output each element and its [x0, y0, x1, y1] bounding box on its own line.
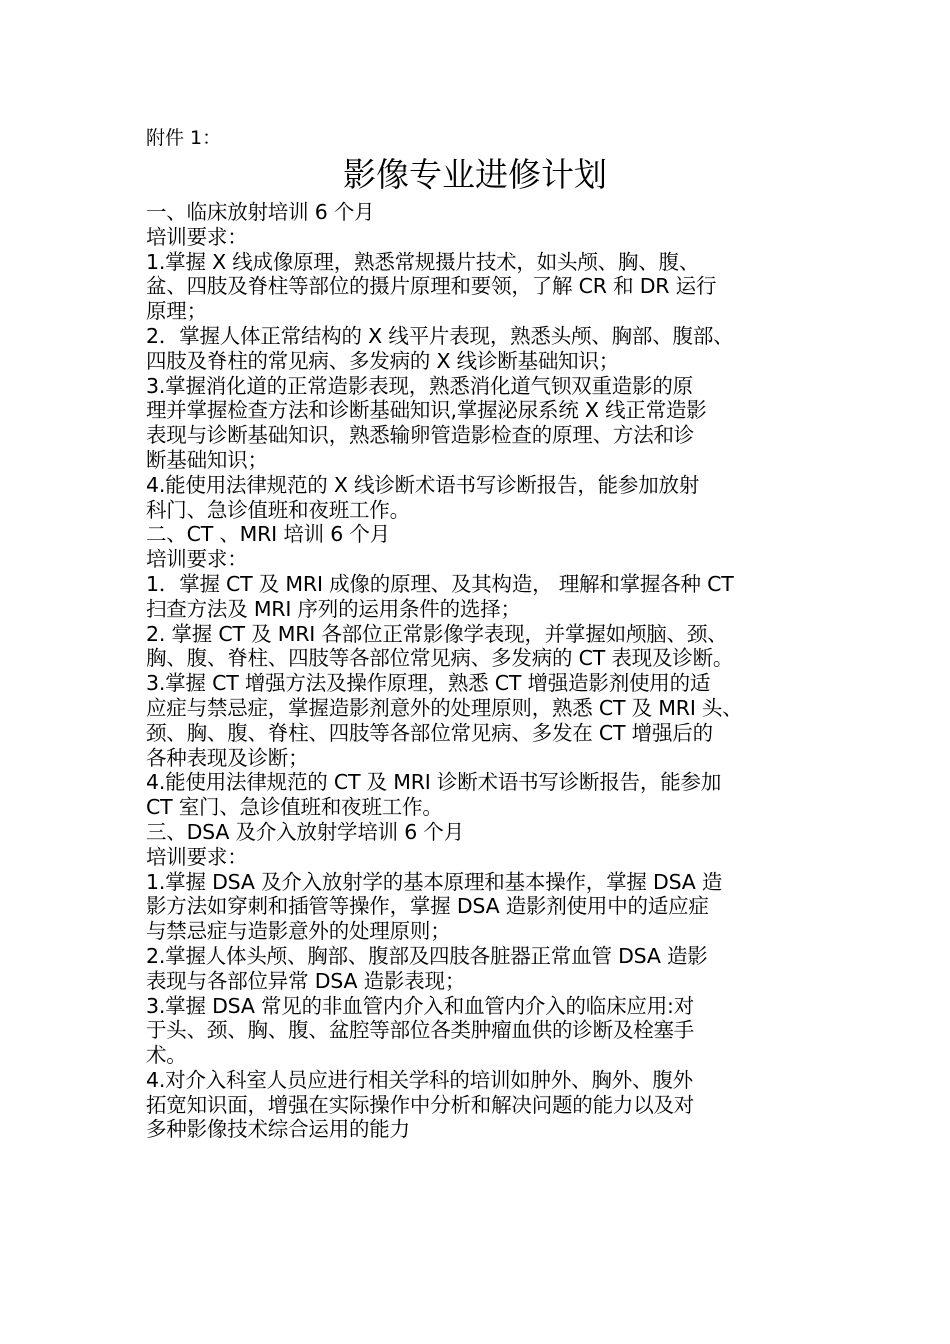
section-heading: 三、DSA 及介入放射学培训 6 个月 — [146, 819, 464, 844]
requirement-item — [146, 374, 826, 473]
text-line: 4.对介入科室人员应进行相关学科的培训如肿外、胸外、腹外 — [146, 1067, 693, 1092]
requirements-label: 培训要求： — [146, 844, 248, 869]
requirement-item — [146, 622, 826, 672]
text-line: 四肢及脊柱的常见病、多发病的 X 线诊断基础知识； — [146, 348, 620, 373]
text-line: 表现与诊断基础知识，熟悉输卵管造影检查的原理、方法和诊 — [146, 423, 695, 448]
text-line: 4.能使用法律规范的 CT 及 MRI 诊断术语书写诊断报告，能参加 — [146, 770, 722, 795]
text-line: 科门、急诊值班和夜班工作。 — [146, 497, 410, 522]
requirement-item — [146, 870, 826, 944]
text-line: 2.掌握人体头颅、胸部、腹部及四肢各脏器正常血管 DSA 造影 — [146, 943, 708, 968]
requirement-item — [146, 572, 826, 622]
section-clinical-radiology — [146, 200, 826, 522]
text-line: 表现与各部位异常 DSA 造影表现； — [146, 968, 466, 993]
section-ct-mri — [146, 522, 826, 820]
section-heading: 一、临床放射培训 6 个月 — [146, 200, 375, 224]
text-line: 1．掌握 CT 及 MRI 成像的原理、及其构造， 理解和掌握各种 CT — [146, 571, 734, 596]
text-line: 颈、胸、腹、脊柱、四肢等各部位常见病、多发在 CT 增强后的 — [146, 720, 713, 745]
text-line: 2. 掌握 CT 及 MRI 各部位正常影像学表现，并掌握如颅脑、颈、 — [146, 621, 728, 646]
requirement-item — [146, 944, 826, 994]
text-line: 多种影像技术综合运用的能力 — [146, 1117, 410, 1142]
text-line: 拓宽知识面，增强在实际操作中分析和解决问题的能力以及对 — [146, 1092, 695, 1117]
requirement-item — [146, 473, 826, 523]
text-line: 扫查方法及 MRI 序列的运用条件的选择； — [146, 596, 521, 621]
text-line: 理并掌握检查方法和诊断基础知识,掌握泌尿系统 X 线正常造影 — [146, 398, 707, 423]
text-line: CT 室门、急诊值班和夜班工作。 — [146, 795, 443, 820]
section-dsa-interventional — [146, 820, 826, 1142]
text-line: 3.掌握 DSA 常见的非血管内介入和血管内介入的临床应用:对 — [146, 993, 694, 1018]
requirement-item — [146, 994, 826, 1068]
requirements-label: 培训要求： — [146, 547, 248, 572]
text-line: 盆、四肢及脊柱等部位的摄片原理和要领，了解 CR 和 DR 运行 — [146, 274, 717, 299]
requirement-item — [146, 324, 826, 374]
requirement-item — [146, 250, 826, 324]
text-line: 4.能使用法律规范的 X 线诊断术语书写诊断报告，能参加放射 — [146, 472, 700, 497]
text-line: 1.掌握 X 线成像原理，熟悉常规摄片技术，如头颅、胸、腹、 — [146, 249, 700, 274]
text-line: 1.掌握 DSA 及介入放射学的基本原理和基本操作，掌握 DSA 造 — [146, 869, 723, 894]
text-line: 影方法如穿刺和插管等操作，掌握 DSA 造影剂使用中的适应症 — [146, 894, 709, 919]
requirement-item — [146, 770, 826, 820]
requirement-item — [146, 1068, 826, 1142]
text-line: 术。 — [146, 1043, 187, 1068]
requirement-item — [146, 671, 826, 770]
text-line: 2．掌握人体正常结构的 X 线平片表现，熟悉头颅、胸部、腹部、 — [146, 323, 734, 348]
document-body — [146, 200, 826, 1142]
text-line: 3.掌握 CT 增强方法及操作原理，熟悉 CT 增强造影剂使用的适 — [146, 671, 711, 696]
text-line: 3.掌握消化道的正常造影表现，熟悉消化道气钡双重造影的原 — [146, 373, 693, 398]
text-line: 与禁忌症与造影意外的处理原则； — [146, 919, 451, 944]
section-heading: 二、CT 、MRI 培训 6 个月 — [146, 522, 391, 547]
text-line: 应症与禁忌症，掌握造影剂意外的处理原则，熟悉 CT 及 MRI 头、 — [146, 695, 743, 720]
text-line: 各种表现及诊断； — [146, 745, 309, 770]
text-line: 原理； — [146, 299, 207, 324]
requirements-label: 培训要求： — [146, 224, 248, 249]
text-line: 胸、腹、脊柱、四肢等各部位常见病、多发病的 CT 表现及诊断。 — [146, 646, 734, 671]
text-line: 于头、颈、胸、腹、盆腔等部位各类肿瘤血供的诊断及栓塞手 — [146, 1018, 695, 1043]
text-line: 断基础知识； — [146, 447, 268, 472]
document-title: 影像专业进修计划 — [343, 155, 607, 194]
attachment-label: 附件 1： — [146, 127, 222, 149]
